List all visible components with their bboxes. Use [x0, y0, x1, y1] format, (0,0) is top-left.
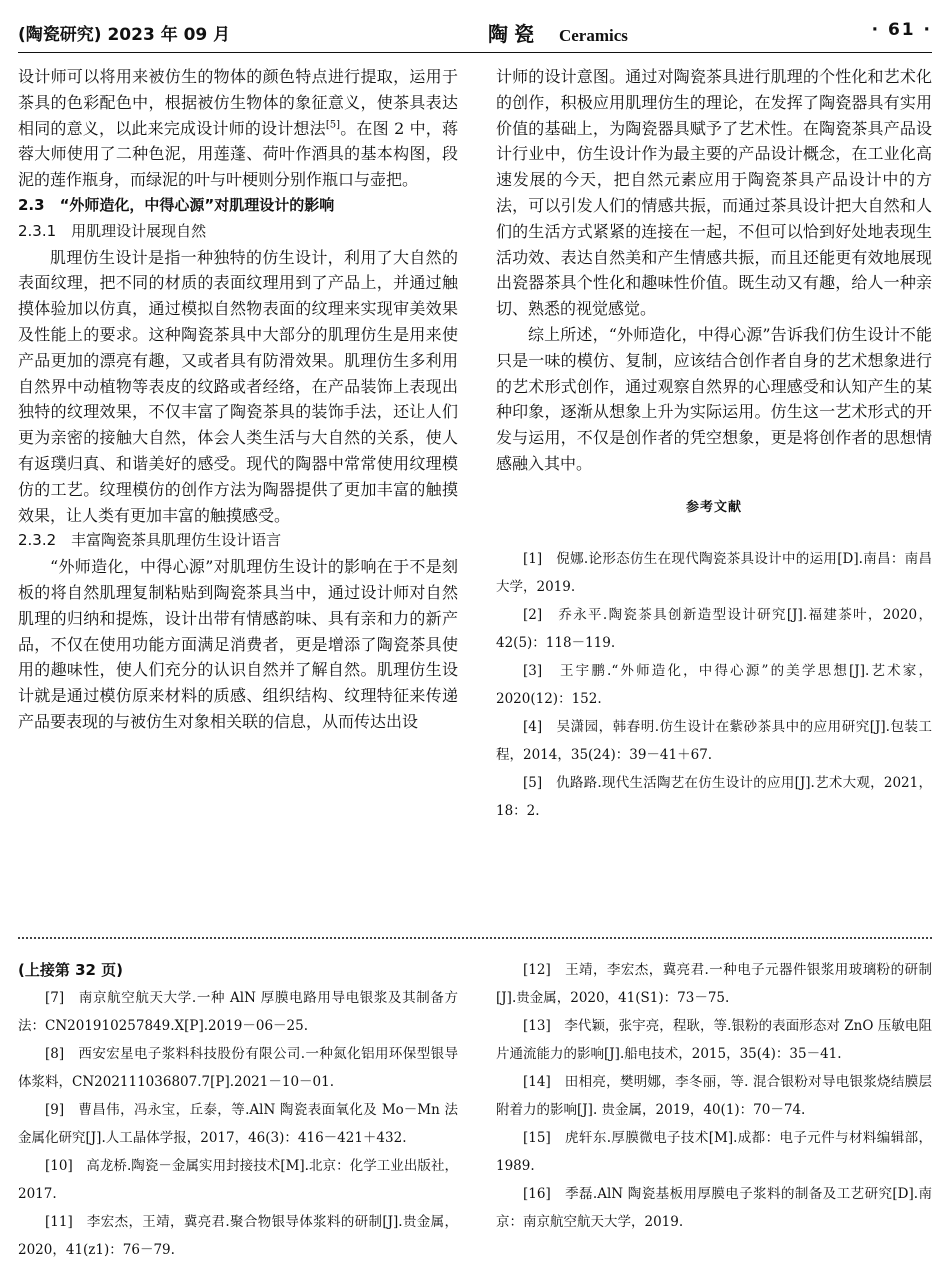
- reference-item: [5] 仇路路.现代生活陶艺在仿生设计的应用[J].艺术大观，2021，18：2.: [496, 774, 932, 819]
- section-heading-2-3: 2.3 “外师造化，中得心源”对肌理设计的影响: [18, 195, 335, 214]
- reference-item: [8] 西安宏星电子浆料科技股份有限公司.一种氮化铝用环保型银导体浆料，CN202111036807.7[P].2021－10－01.: [18, 1046, 458, 1090]
- reference-item: [9] 曹昌伟，冯永宝，丘泰，等.AlN 陶瓷表面氧化及 Mo－Mn 法金属化研究[J].人工晶体学报，2017，46(3)：416－421＋432.: [18, 1102, 458, 1146]
- page-header: [18, 18, 932, 50]
- journal-title-cn: 陶瓷: [488, 22, 540, 46]
- reference-item: [11] 李宏杰，王靖，冀亮君.聚合物银导体浆料的研制[J].贵金属，2020，41(z1)：76－79.: [18, 1214, 458, 1258]
- right-column: [496, 64, 932, 825]
- paragraph: 计师的设计意图。通过对陶瓷茶具进行肌理的个性化和艺术化的创作，积极应用肌理仿生的理论，在发挥了陶瓷器具有实用价值的基础上，为陶瓷器具赋予了艺术性。在陶瓷茶具产品设计行业中，仿生设计作为最主要的产品设计概念，在工业化高速发展的今天，把自然元素应用于陶瓷茶具产品设计中的方法，可以引发人们的情感共振，而通过茶具设计把大自然和人们的生活方式紧紧的连接在一起，不但可以恰到好处地表现生活功效、表达自然美和产生情感共振，而且还能更有效地展现出瓷器茶具个性化和趣味性价值。既生动又有趣，给人一种亲切、熟悉的视觉感觉。: [496, 67, 932, 319]
- reference-list: [496, 545, 932, 825]
- reference-item: [2] 乔永平.陶瓷茶具创新造型设计研究[J].福建茶叶，2020，42(5)：118－119.: [496, 606, 932, 651]
- continued-references-left: [18, 956, 458, 1264]
- journal-title: [488, 18, 628, 47]
- journal-issue: (陶瓷研究) 2023 年 09 月: [18, 25, 231, 45]
- reference-item: [1] 倪娜.论形态仿生在现代陶瓷茶具设计中的运用[D].南昌：南昌大学，2019.: [496, 550, 932, 595]
- reference-item: [15] 虎轩东.厚膜微电子技术[M].成都：电子元件与材料编辑部，1989.: [496, 1130, 932, 1174]
- paragraph: 设计师可以将用来被仿生的物体的颜色特点进行提取，运用于茶具的色彩配色中，根据被仿生物体的象征意义，使茶具表达相同的意义，以此来完成设计师的设计想法[5]。在图 2 中，蒋蓉大师使用了二种色泥，用莲蓬、荷叶作酒具的基本构图，段泥的莲作瓶身，而绿泥的叶与叶梗则分别作瓶口与壶把。: [18, 67, 458, 190]
- journal-title-en: Ceramics: [558, 26, 628, 45]
- reference-item: [10] 高龙桥.陶瓷－金属实用封接技术[M].北京：化学工业出版社，2017.: [18, 1158, 458, 1202]
- continued-references-right: [496, 956, 932, 1236]
- continued-from-label: (上接第 32 页): [18, 961, 124, 979]
- reference-item: [13] 李代颖，张宇亮，程耿，等.银粉的表面形态对 ZnO 压敏电阻片通流能力的影响[J].船电技术，2015，35(4)：35－41.: [496, 1018, 932, 1062]
- section-heading-2-3-1: 2.3.1 用肌理设计展现自然: [18, 221, 207, 240]
- reference-item: [7] 南京航空航天大学.一种 AlN 厚膜电路用导电银浆及其制备方法：CN201910257849.X[P].2019－06－25.: [18, 990, 458, 1034]
- reference-item: [16] 季磊.AlN 陶瓷基板用厚膜电子浆料的制备及工艺研究[D].南京：南京航空航天大学，2019.: [496, 1186, 932, 1230]
- citation[interactable]: [5]: [325, 119, 341, 131]
- left-column: [18, 64, 458, 735]
- dotted-divider: [18, 937, 932, 939]
- reference-item: [3] 王宇鹏.“外师造化，中得心源”的美学思想[J].艺术家，2020(12)：152.: [496, 662, 932, 707]
- section-heading-2-3-2: 2.3.2 丰富陶瓷茶具肌理仿生设计语言: [18, 531, 282, 550]
- paragraph: “外师造化，中得心源”对肌理仿生设计的影响在于不是刻板的将自然肌理复制粘贴到陶瓷茶具当中，通过设计师对自然肌理的归纳和提炼，设计出带有情感韵味、具有亲和力的新产品，不仅在使用功能方面满足消费者，更是增添了陶瓷茶具使用的趣味性，使人们充分的认识自然并了解自然。肌理仿生设计就是通过模仿原来材料的质感、组织结构、纹理特征来传递产品要表现的与被仿生对象相关联的信息，从而传达出设: [18, 557, 458, 731]
- reference-item: [14] 田相亮，樊明娜，李冬丽，等. 混合银粉对导电银浆烧结膜层附着力的影响[J]. 贵金属，2019，40(1)：70－74.: [496, 1074, 932, 1118]
- header-rule: [18, 52, 932, 53]
- reference-item: [4] 吴潇园，韩春明.仿生设计在紫砂茶具中的应用研究[J].包装工程，2014，35(24)：39－41＋67.: [496, 718, 932, 763]
- paragraph: 综上所述，“外师造化，中得心源”告诉我们仿生设计不能只是一味的模仿、复制，应该结合创作者自身的艺术想象进行的艺术形式创作，通过观察自然界的心理感受和认知产生的某种印象，逐渐从想象上升为实际运用。仿生这一艺术形式的开发与运用，不仅是创作者的凭空想象，更是将创作者的思想情感融入其中。: [496, 324, 932, 473]
- references-heading: 参考文献: [685, 499, 742, 515]
- page-number: · 61 ·: [871, 20, 932, 40]
- paragraph: 肌理仿生设计是指一种独特的仿生设计，利用了大自然的表面纹理，把不同的材质的表面纹理用到了产品上，并通过触摸体验加以仿真，通过模拟自然物表面的纹理来实现审美效果及性能上的要求。这种陶瓷茶具中大部分的肌理仿生是用来使产品更加的漂亮有趣，又或者具有防滑效果。肌理仿生多利用自然界中动植物等表皮的纹路或者经络，在产品装饰上表现出独特的纹理效果，不仅丰富了陶瓷茶具的装饰手法，还让人们更为亲密的接触大自然，体会人类生活与大自然的关系，使人有返璞归真、和谐美好的感受。现代的陶器中常常使用纹理模仿的工艺。纹理模仿的创作方法为陶器提供了更加丰富的触摸效果，让人类有更加丰富的触摸感受。: [18, 247, 458, 525]
- reference-item: [12] 王靖，李宏杰，冀亮君.一种电子元器件银浆用玻璃粉的研制[J].贵金属，2020，41(S1)：73－75.: [496, 962, 932, 1006]
